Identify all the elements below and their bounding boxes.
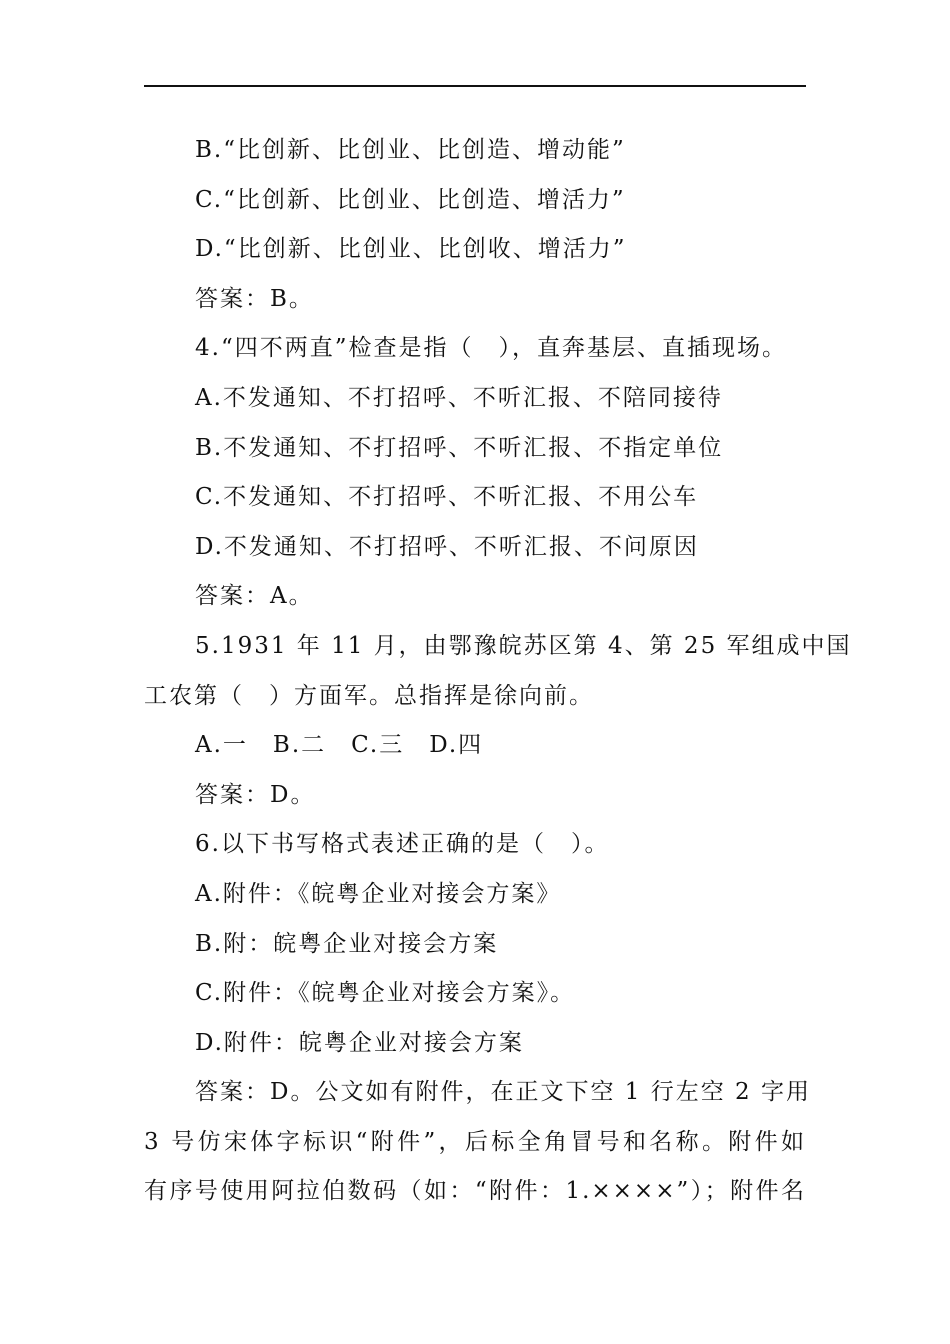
q6-option-a: A.附件：《皖粤企业对接会方案》 xyxy=(195,880,562,907)
header-rule xyxy=(144,85,806,87)
q4-option-a: A.不发通知、不打招呼、不听汇报、不陪同接待 xyxy=(195,384,723,411)
q4-answer: 答案：A。 xyxy=(195,583,314,610)
q3-option-d: D.“比创新、比创业、比创收、增活力” xyxy=(195,236,627,263)
q4-question: 4.“四不两直”检查是指（ ），直奔基层、直插现场。 xyxy=(195,335,787,362)
q6-explanation-line1: 答案：D。公文如有附件，在正文下空 1 行左空 2 字用 xyxy=(195,1079,811,1106)
q4-option-b: B.不发通知、不打招呼、不听汇报、不指定单位 xyxy=(195,434,724,461)
q5-question-line2: 工农第（ ）方面军。总指挥是徐向前。 xyxy=(144,682,594,709)
q6-option-b: B.附：皖粤企业对接会方案 xyxy=(195,930,499,957)
q5-answer: 答案：D。 xyxy=(195,781,316,808)
q6-explanation-line2: 3 号仿宋体字标识“附件”，后标全角冒号和名称。附件如 xyxy=(144,1128,806,1155)
q4-option-c: C.不发通知、不打招呼、不听汇报、不用公车 xyxy=(195,484,699,511)
q5-options: A.一 B.二 C.三 D.四 xyxy=(195,732,484,759)
q4-option-d: D.不发通知、不打招呼、不听汇报、不问原因 xyxy=(195,533,699,560)
q3-answer: 答案：B。 xyxy=(195,285,314,312)
q3-option-b: B.“比创新、比创业、比创造、增动能” xyxy=(195,137,626,163)
q6-option-c: C.附件：《皖粤企业对接会方案》。 xyxy=(195,980,576,1007)
q6-explanation-line3: 有序号使用阿拉伯数码（如：“附件：1.××××”）；附件名 xyxy=(144,1178,806,1205)
document-body xyxy=(144,126,852,1217)
q6-option-d: D.附件：皖粤企业对接会方案 xyxy=(195,1029,524,1056)
q6-question: 6.以下书写格式表述正确的是（ ）。 xyxy=(195,831,610,858)
q3-option-c: C.“比创新、比创业、比创造、增活力” xyxy=(195,186,626,213)
q5-question-line1: 5.1931 年 11 月，由鄂豫皖苏区第 4、第 25 军组成中国 xyxy=(195,632,852,659)
